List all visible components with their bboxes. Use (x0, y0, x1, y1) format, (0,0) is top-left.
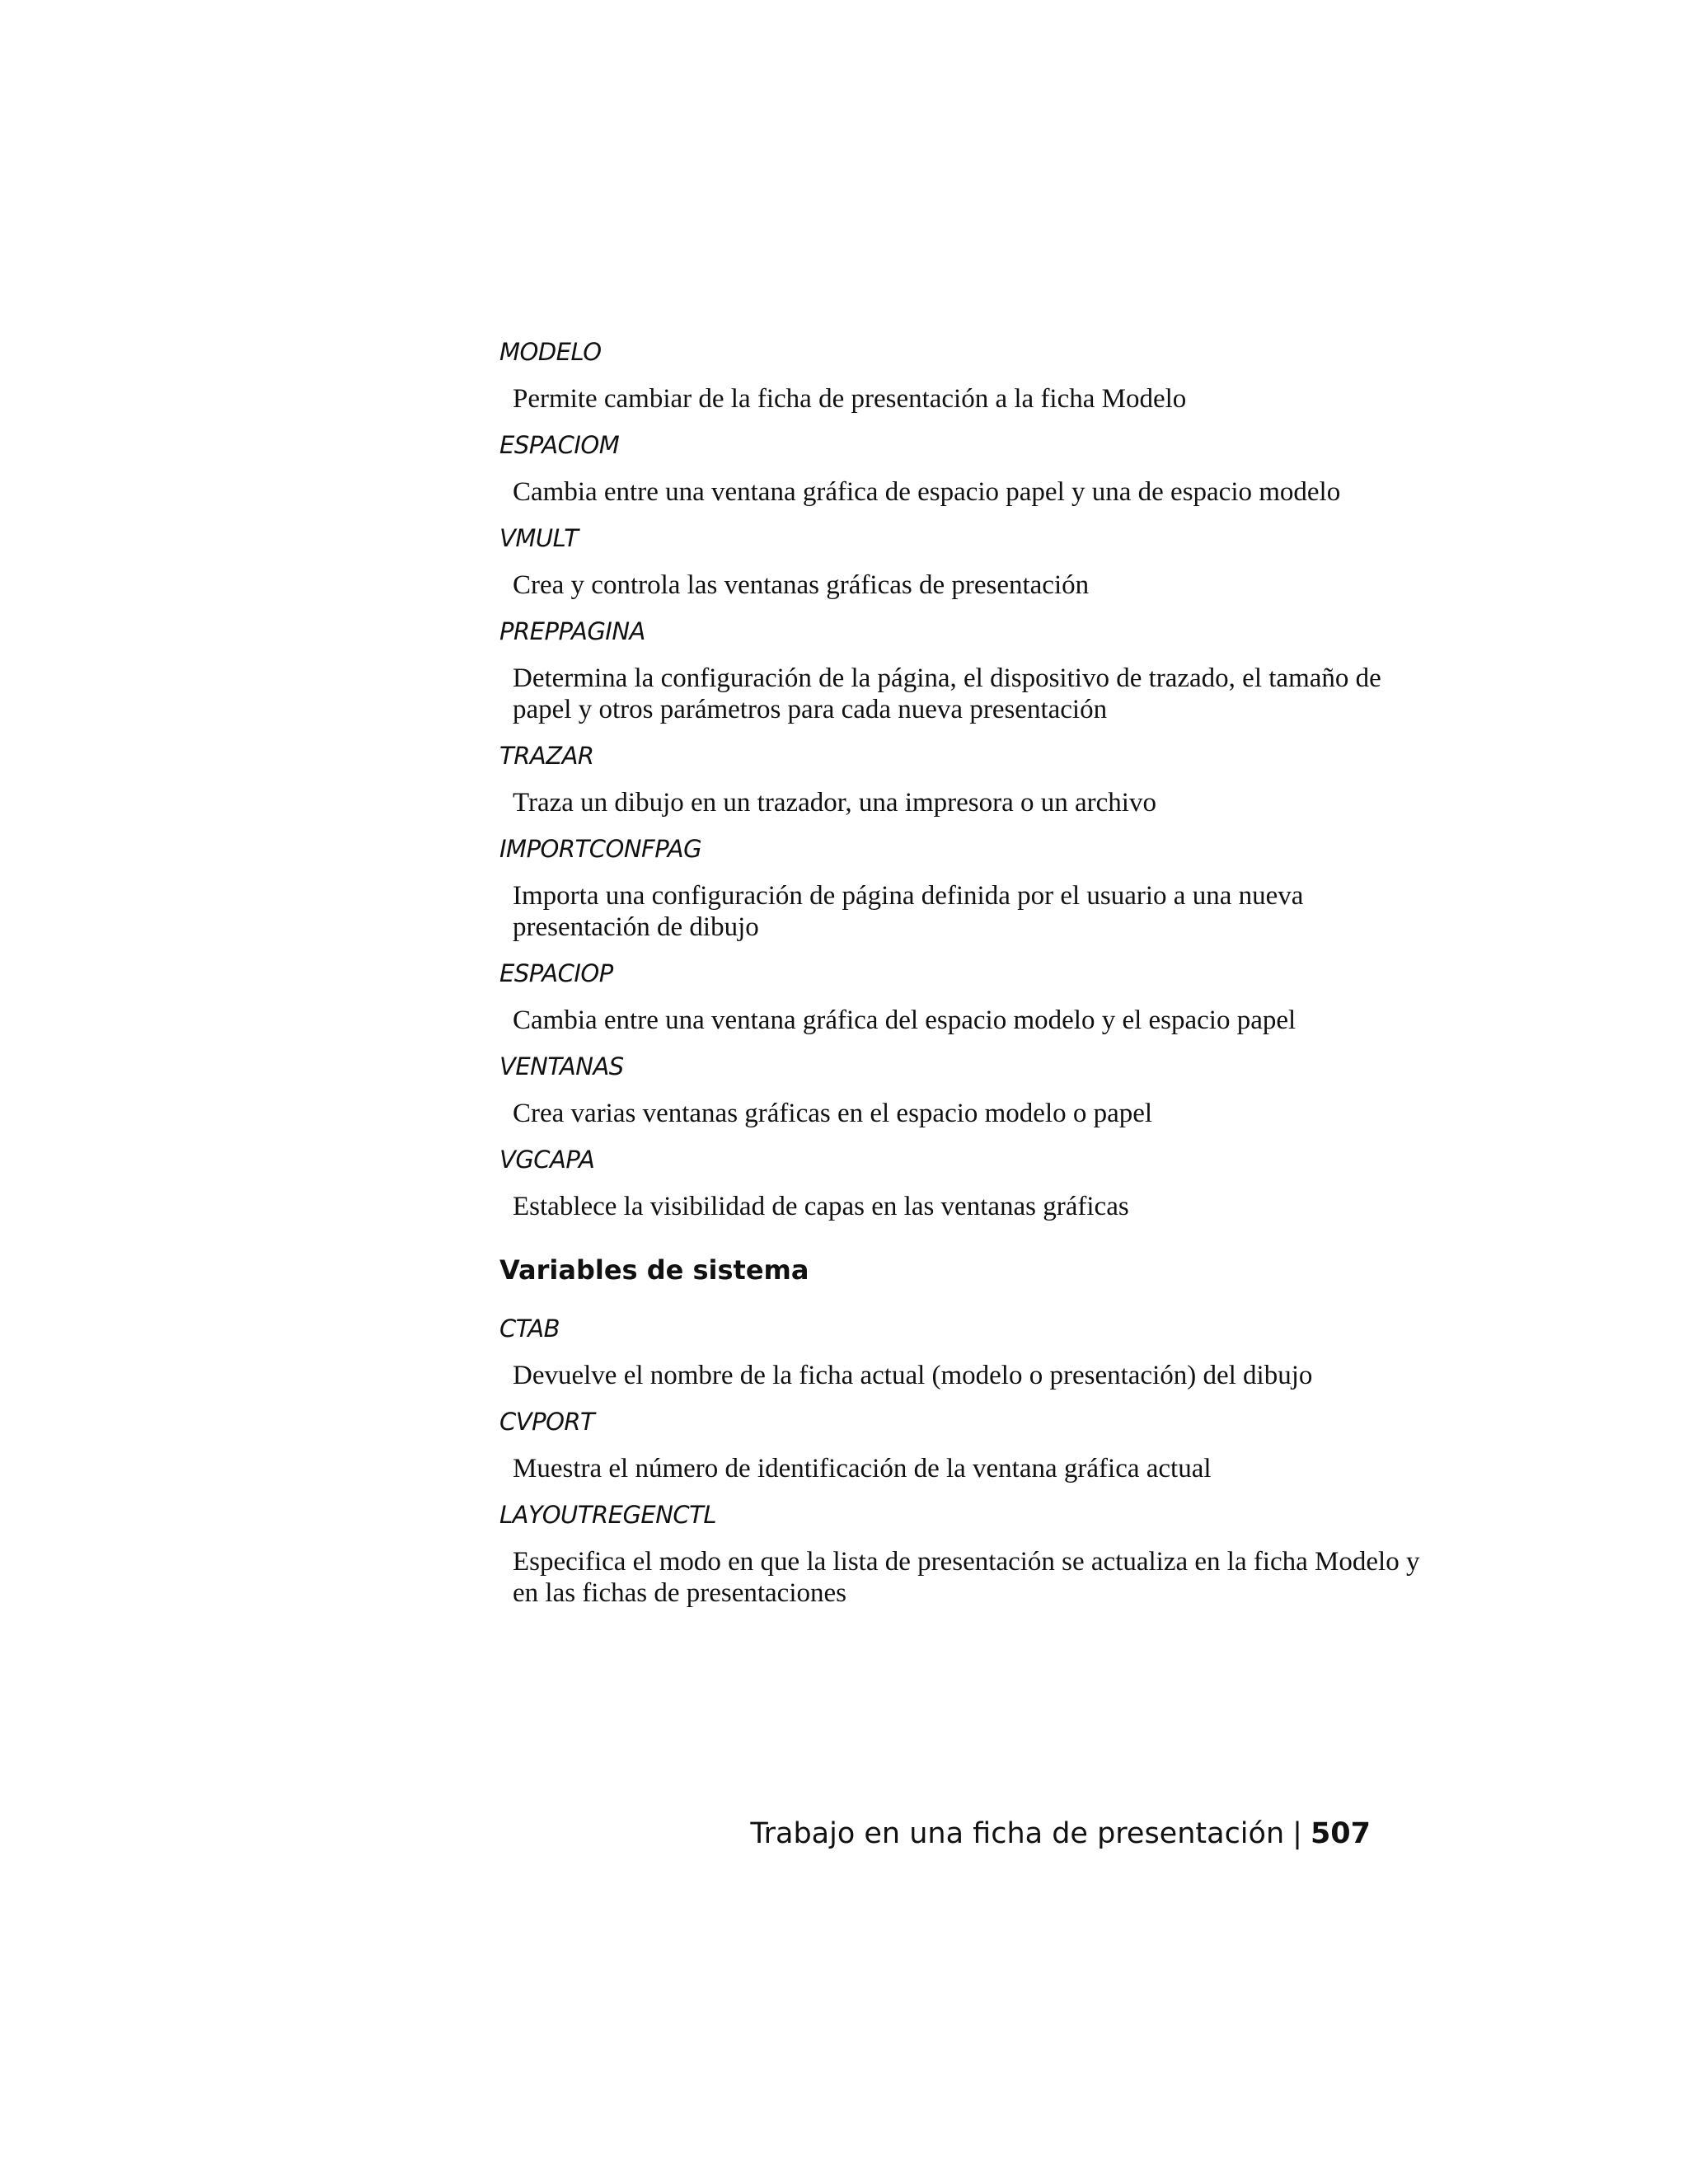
system-variables-list (499, 1310, 1423, 1609)
commands-list (499, 334, 1423, 1222)
footer-separator: | (1292, 1817, 1302, 1850)
command-term: MODELO (499, 338, 602, 366)
command-description: Crea varias ventanas gráficas en el espacio modelo o papel (513, 1099, 1153, 1128)
page-footer (750, 1816, 1371, 1852)
command-description: Cambia entre una ventana gráfica de espacio papel y una de espacio modelo (513, 477, 1341, 507)
command-term: VENTANAS (499, 1052, 624, 1080)
command-description: Permite cambiar de la ficha de presentación a la ficha Modelo (513, 384, 1187, 414)
command-description: Traza un dibujo en un trazador, una impresora o un archivo (513, 788, 1156, 818)
variable-description: Especifica el modo en que la lista de presentación se actualiza en la ficha Modelo y en las fichas de presentaciones (513, 1547, 1420, 1608)
variable-description: Devuelve el nombre de la ficha actual (modelo o presentación) del dibujo (513, 1361, 1313, 1390)
section-heading: Variables de sistema (499, 1254, 809, 1286)
command-description: Crea y controla las ventanas gráficas de presentación (513, 570, 1090, 600)
command-term: PREPPAGINA (499, 617, 645, 645)
command-term: VMULT (499, 524, 579, 552)
command-term: TRAZAR (499, 742, 594, 770)
footer-title: Trabajo en una ficha de presentación (750, 1817, 1285, 1850)
command-term: ESPACIOM (499, 431, 620, 459)
page-number: 507 (1310, 1817, 1371, 1850)
command-description: Importa una configuración de página definida por el usuario a una nueva presentación de dibujo (513, 881, 1304, 942)
variable-term: LAYOUTREGENCTL (499, 1501, 717, 1529)
variable-term: CVPORT (499, 1408, 595, 1436)
command-term: ESPACIOP (499, 959, 613, 987)
command-term: VGCAPA (499, 1146, 595, 1174)
variable-term: CTAB (499, 1315, 560, 1343)
variable-description: Muestra el número de identificación de la ventana gráfica actual (513, 1454, 1212, 1483)
command-description: Establece la visibilidad de capas en las ventanas gráficas (513, 1192, 1129, 1221)
command-description: Cambia entre una ventana gráfica del espacio modelo y el espacio papel (513, 1005, 1296, 1035)
command-description: Determina la configuración de la página, el dispositivo de trazado, el tamaño de papel y otros parámetros para cada nueva presentación (513, 663, 1381, 724)
command-term: IMPORTCONFPAG (499, 835, 702, 863)
page-content (499, 334, 1423, 1621)
